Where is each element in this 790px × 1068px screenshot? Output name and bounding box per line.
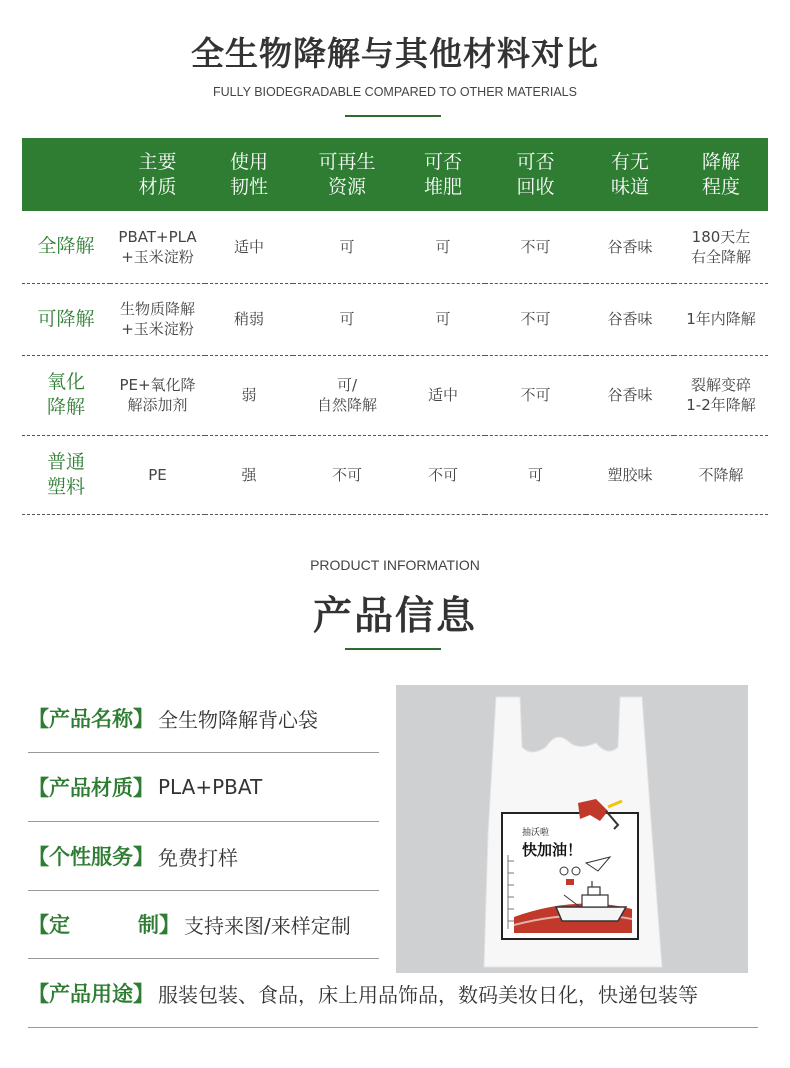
title-divider (345, 115, 441, 117)
table-header-row (22, 138, 768, 211)
info-label-left: 【定 (28, 913, 70, 937)
header-cell: 主要 材质 (138, 150, 177, 198)
comparison-table (22, 138, 768, 515)
table-cell: 可/ 自然降解 (293, 355, 401, 435)
row-label: 普通 塑料 (22, 435, 110, 514)
table-cell: 1年内降解 (674, 283, 768, 355)
header-cell: 有无 味道 (610, 150, 649, 198)
table-cell: 谷香味 (586, 211, 674, 283)
table-cell: 不可 (401, 435, 485, 514)
info-label (28, 909, 180, 939)
info-label: 【产品名称】 (28, 707, 154, 731)
info-label-right: 制】 (138, 913, 180, 937)
bag-print-line2: 快加油！ (522, 841, 583, 859)
header-cell: 可否 堆肥 (423, 150, 462, 198)
comparison-subtitle: FULLY BIODEGRADABLE COMPARED TO OTHER MATERIALS (213, 85, 577, 99)
table-cell: 不可 (485, 283, 586, 355)
header-cell: 可否 回收 (516, 150, 555, 198)
header-cell: 使用 韧性 (229, 150, 268, 198)
table-cell: 裂解变碎 1-2年降解 (674, 355, 768, 435)
header-cell: 可再生 资源 (318, 150, 376, 198)
table-row (22, 355, 768, 435)
table-row (22, 283, 768, 355)
product-photo (396, 685, 748, 973)
table-cell: 可 (293, 283, 401, 355)
table-cell: 适中 (205, 211, 293, 283)
info-row-custom (28, 890, 379, 959)
comparison-title: 全生物降解与其他材料对比 (191, 34, 599, 73)
product-title: 产品信息 (312, 594, 477, 639)
info-value: 服装包装、食品，床上用品饰品，数码美妆日化，快递包装等 (158, 982, 698, 1007)
table-cell: 谷香味 (586, 355, 674, 435)
table-cell: 可 (401, 283, 485, 355)
info-value: PLA+PBAT (158, 775, 263, 799)
table-cell: 可 (401, 211, 485, 283)
info-label: 【产品用途】 (28, 982, 154, 1006)
bag-print-line1: 抽沃啦 (522, 828, 550, 838)
info-row-material (28, 753, 379, 822)
table-cell: 不可 (293, 435, 401, 514)
row-label: 可降解 (22, 283, 110, 355)
table-cell: PE (110, 435, 205, 514)
table-cell: 塑胶味 (586, 435, 674, 514)
table-cell: 谷香味 (586, 283, 674, 355)
header-cell: 降解 程度 (701, 150, 740, 198)
table-cell: PE+氧化降 解添加剂 (110, 355, 205, 435)
bag-illustration (396, 685, 748, 973)
table-cell: 不可 (485, 355, 586, 435)
product-subtitle: PRODUCT INFORMATION (310, 557, 480, 573)
info-value: 全生物降解背心袋 (158, 707, 318, 732)
table-cell: 可 (485, 435, 586, 514)
table-cell: 稍弱 (205, 283, 293, 355)
table-row (22, 435, 768, 514)
table-cell: 弱 (205, 355, 293, 435)
info-row-service (28, 822, 379, 891)
info-value: 免费打样 (158, 845, 238, 870)
table-cell: 强 (205, 435, 293, 514)
table-cell: 生物质降解 +玉米淀粉 (110, 283, 205, 355)
info-row-name (28, 684, 379, 753)
table-cell: PBAT+PLA +玉米淀粉 (110, 211, 205, 283)
table-cell: 180天左 右全降解 (674, 211, 768, 283)
info-label: 【产品材质】 (28, 776, 154, 800)
row-label: 全降解 (22, 211, 110, 283)
info-label: 【个性服务】 (28, 845, 154, 869)
table-row (22, 211, 768, 283)
row-label: 氧化 降解 (22, 355, 110, 435)
table-cell: 适中 (401, 355, 485, 435)
info-value: 支持来图/来样定制 (184, 913, 351, 938)
title-divider (345, 648, 441, 650)
header-cell (22, 138, 110, 211)
table-cell: 不降解 (674, 435, 768, 514)
table-cell: 可 (293, 211, 401, 283)
table-cell: 不可 (485, 211, 586, 283)
